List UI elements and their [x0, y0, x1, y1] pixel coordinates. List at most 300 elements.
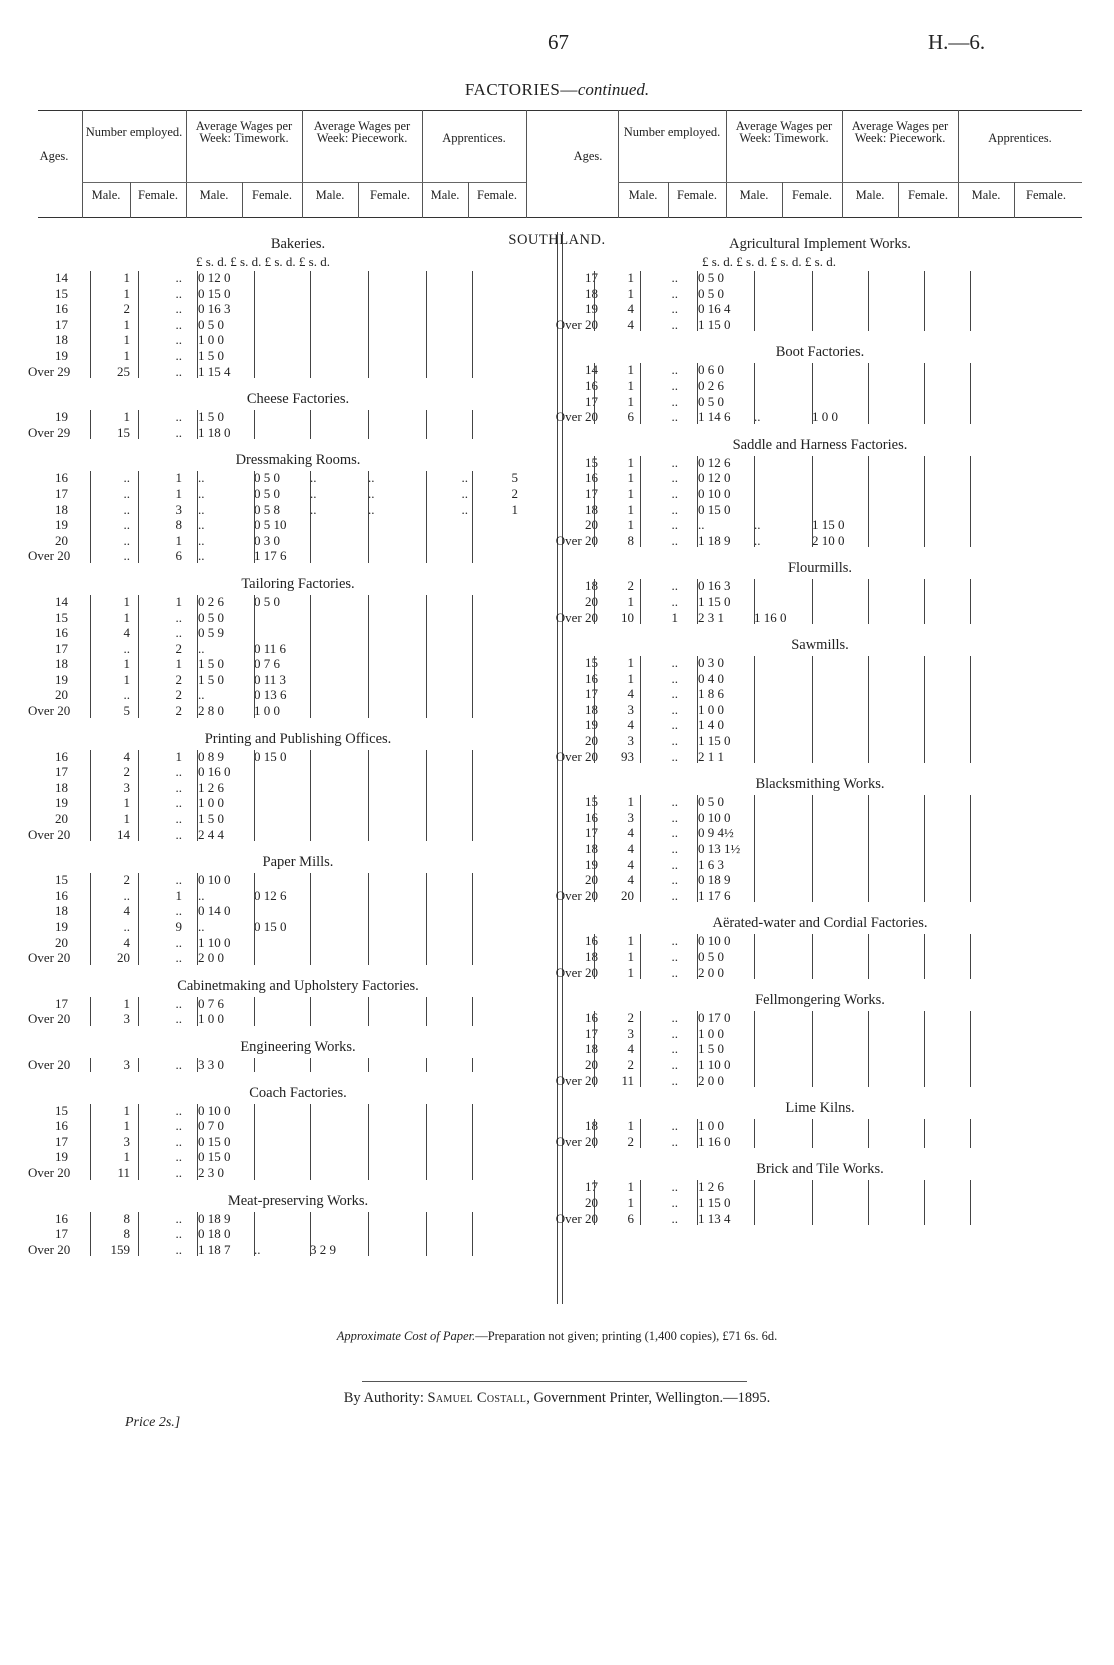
- female-count-cell: ..: [175, 347, 182, 363]
- female-count-cell: ..: [175, 285, 182, 301]
- female-count-cell: ..: [671, 1025, 678, 1041]
- table-row: [555, 609, 1082, 626]
- cost-label: Approximate Cost of Paper.: [336, 1329, 476, 1343]
- table-row: [28, 533, 568, 549]
- male-count-cell: 2: [123, 764, 130, 780]
- age-cell: 16: [585, 377, 598, 393]
- male-count-cell: 1: [123, 285, 130, 301]
- male-count-cell: ..: [123, 919, 130, 934]
- timework-female-cell: 0 5 8: [254, 501, 280, 517]
- female-count-cell: ..: [671, 517, 678, 533]
- male-count-cell: 20: [621, 887, 634, 903]
- column-rule: [368, 595, 369, 718]
- female-count-cell: ..: [175, 1226, 182, 1242]
- male-count-cell: 2: [123, 301, 130, 317]
- section-title: Coach Factories.: [249, 1084, 347, 1101]
- female-count-cell: ..: [671, 1056, 678, 1072]
- table-row: [28, 517, 568, 533]
- age-cell: 20: [55, 934, 68, 950]
- female-count-cell: ..: [175, 1210, 182, 1226]
- section-title: Boot Factories.: [775, 344, 865, 361]
- industry-section: [555, 1099, 1082, 1149]
- industry-section: [555, 914, 1082, 980]
- timework-male-cell: 2 4 4: [198, 826, 224, 842]
- table-row: [28, 780, 568, 796]
- male-count-cell: ..: [123, 687, 130, 703]
- column-rule: [697, 271, 698, 331]
- timework-male-cell: 2 1 1: [698, 748, 724, 764]
- column-rule: [310, 271, 311, 378]
- female-count-cell: ..: [175, 934, 182, 950]
- female-count-cell: ..: [175, 1149, 182, 1165]
- header-piecework: Average Wages per Week: Piecework.: [313, 119, 411, 145]
- timework-male-cell: 0 17 0: [698, 1010, 731, 1026]
- age-cell: 17: [55, 1133, 68, 1149]
- column-rule: [754, 656, 755, 763]
- male-count-cell: 4: [627, 872, 634, 888]
- female-count-cell: ..: [671, 301, 678, 317]
- timework-female-cell: 0 5 0: [254, 593, 280, 609]
- table-row: [558, 1118, 1082, 1134]
- age-cell: Over 29: [28, 363, 71, 379]
- female-count-cell: ..: [175, 609, 182, 625]
- header-female: Female.: [370, 188, 410, 202]
- column-rule: [812, 363, 813, 423]
- male-count-cell: 1: [627, 377, 634, 393]
- female-count-cell: ..: [175, 826, 182, 842]
- column-rule: [812, 1119, 813, 1148]
- header-number-employed: Number employed.: [623, 125, 721, 139]
- table-row: [28, 1242, 568, 1258]
- table-row: [558, 702, 1082, 718]
- table-row: [558, 841, 1082, 857]
- timework-male-cell: 0 7 6: [198, 995, 224, 1011]
- table-row: [555, 409, 1082, 425]
- male-count-cell: 4: [627, 301, 634, 317]
- column-rule: [254, 1104, 255, 1180]
- industry-section: [555, 235, 1082, 332]
- timework-male-cell: 0 9 4½: [698, 825, 734, 841]
- column-rule: [90, 595, 91, 718]
- male-count-cell: ..: [123, 517, 130, 533]
- male-count-cell: 4: [123, 625, 130, 641]
- column-rule: [697, 1180, 698, 1225]
- female-count-cell: ..: [671, 949, 678, 964]
- male-count-cell: 1: [627, 933, 634, 949]
- age-cell: Over 20: [555, 316, 598, 332]
- header-male: Male.: [739, 188, 769, 202]
- header-timework: Average Wages per Week: Timework.: [735, 119, 833, 145]
- female-count-cell: ..: [671, 701, 678, 717]
- column-rule: [254, 1058, 255, 1072]
- table-row: [28, 286, 568, 302]
- table-row: [28, 795, 568, 811]
- column-rule: [426, 410, 427, 439]
- table-row: [28, 888, 568, 904]
- column-rule: [197, 271, 198, 378]
- male-count-cell: ..: [123, 532, 130, 548]
- age-cell: 18: [585, 578, 598, 594]
- timework-male-cell: 1 5 0: [198, 347, 224, 363]
- section-title: Lime Kilns.: [785, 1100, 855, 1117]
- female-count-cell: 2: [175, 671, 182, 687]
- column-rule: [640, 934, 641, 979]
- male-count-cell: 15: [117, 424, 130, 440]
- table-row: [28, 502, 568, 518]
- piecework-female-cell: ..: [368, 485, 375, 501]
- age-cell: 15: [55, 872, 68, 888]
- timework-male-cell: 0 5 0: [698, 270, 724, 285]
- male-count-cell: 1: [627, 501, 634, 517]
- column-rule: [90, 997, 91, 1026]
- column-rule: [254, 471, 255, 563]
- column-rule: [90, 1212, 91, 1257]
- timework-male-cell: ..: [198, 640, 205, 656]
- age-cell: 19: [55, 409, 68, 425]
- male-count-cell: 3: [627, 701, 634, 717]
- column-rule: [310, 595, 311, 718]
- age-cell: 20: [55, 687, 68, 703]
- male-count-cell: 1: [123, 656, 130, 672]
- column-rule: [868, 579, 869, 624]
- age-cell: Over 20: [28, 703, 71, 719]
- table-row: [28, 548, 568, 564]
- header-female: Female.: [677, 188, 717, 202]
- male-count-cell: 4: [123, 903, 130, 919]
- female-count-cell: ..: [175, 764, 182, 780]
- age-cell: 20: [585, 593, 598, 609]
- age-cell: 18: [585, 285, 598, 301]
- industry-section: [28, 1038, 568, 1073]
- column-rule: [254, 750, 255, 842]
- authority-suffix: , Government Printer, Wellington.—1895.: [526, 1390, 771, 1406]
- timework-male-cell: 1 10 0: [698, 1056, 731, 1072]
- column-rule: [310, 1212, 311, 1257]
- age-cell: 15: [55, 1102, 68, 1118]
- apprentice-male-cell: ..: [461, 470, 468, 486]
- timework-male-cell: 0 12 0: [198, 270, 231, 285]
- column-rule: [970, 271, 971, 331]
- male-count-cell: 4: [627, 316, 634, 332]
- timework-female-cell: 1 17 6: [254, 548, 287, 564]
- age-cell: 14: [55, 593, 68, 609]
- timework-male-cell: 0 18 0: [198, 1226, 231, 1242]
- column-rule: [640, 1180, 641, 1225]
- male-count-cell: 3: [123, 779, 130, 795]
- column-rule: [310, 1058, 311, 1072]
- male-count-cell: 1: [123, 409, 130, 425]
- timework-male-cell: 0 16 3: [198, 301, 231, 317]
- header-apprentices: Apprentices.: [988, 131, 1052, 145]
- timework-male-cell: ..: [198, 501, 205, 517]
- column-rule: [594, 1119, 595, 1148]
- column-rule: [754, 579, 755, 624]
- column-rule: [254, 1212, 255, 1257]
- age-cell: 19: [585, 856, 598, 872]
- female-count-cell: ..: [671, 1072, 678, 1088]
- table-row: [555, 316, 1082, 333]
- column-rule: [254, 873, 255, 965]
- age-cell: 17: [55, 485, 68, 501]
- timework-male-cell: ..: [198, 532, 205, 548]
- column-rule: [970, 795, 971, 902]
- column-rule: [868, 363, 869, 423]
- column-rule: [594, 934, 595, 979]
- section-title: Meat-preserving Works.: [227, 1192, 369, 1209]
- female-count-cell: ..: [671, 809, 678, 825]
- column-rule: [970, 934, 971, 979]
- timework-male-cell: 0 4 0: [698, 670, 724, 686]
- table-row: [558, 1010, 1082, 1026]
- table-row: [28, 641, 568, 657]
- section-title: Cabinetmaking and Upholstery Factories.: [177, 977, 419, 994]
- female-count-cell: ..: [671, 501, 678, 517]
- male-count-cell: 3: [627, 809, 634, 825]
- male-count-cell: 1: [627, 285, 634, 301]
- timework-male-cell: 1 0 0: [198, 1011, 224, 1027]
- male-count-cell: 6: [627, 409, 634, 425]
- column-rule: [426, 1212, 427, 1257]
- female-count-cell: 1: [175, 485, 182, 501]
- column-rule: [90, 873, 91, 965]
- age-cell: 17: [55, 316, 68, 332]
- timework-male-cell: 1 5 0: [698, 1041, 724, 1057]
- female-count-cell: ..: [671, 872, 678, 888]
- female-count-cell: ..: [175, 1133, 182, 1149]
- age-cell: 17: [585, 393, 598, 409]
- age-cell: Over 20: [555, 409, 598, 425]
- male-count-cell: 1: [123, 609, 130, 625]
- piecework-male-cell: 2 10 0: [812, 532, 845, 548]
- section-title: Saddle and Harness Factories.: [732, 436, 908, 453]
- male-count-cell: 2: [627, 578, 634, 594]
- table-row: [558, 270, 1082, 286]
- age-cell: 20: [55, 532, 68, 548]
- column-rule: [426, 1058, 427, 1072]
- column-rule: [697, 579, 698, 624]
- male-count-cell: 8: [123, 1226, 130, 1242]
- table-row: [28, 486, 568, 502]
- age-cell: 16: [55, 1210, 68, 1226]
- male-count-cell: 1: [123, 1149, 130, 1165]
- timework-male-cell: 1 6 3: [698, 856, 724, 872]
- female-count-cell: ..: [671, 377, 678, 393]
- column-rule: [812, 656, 813, 763]
- column-rule: [594, 656, 595, 763]
- timework-male-cell: 1 10 0: [198, 934, 231, 950]
- column-rule: [697, 795, 698, 902]
- timework-male-cell: ..: [198, 470, 205, 486]
- column-rule: [868, 656, 869, 763]
- male-count-cell: 11: [117, 1164, 130, 1180]
- table-row: [555, 887, 1082, 904]
- timework-male-cell: 0 18 9: [698, 872, 731, 888]
- column-rule: [90, 1104, 91, 1180]
- apprentice-male-cell: ..: [461, 501, 468, 517]
- industry-section: [555, 775, 1082, 903]
- column-rule: [640, 456, 641, 548]
- male-count-cell: 1: [123, 332, 130, 348]
- document-reference: H.—6.: [928, 30, 986, 54]
- male-count-cell: 25: [117, 363, 130, 379]
- table-row: [558, 733, 1082, 749]
- male-count-cell: 1: [627, 362, 634, 378]
- section-title: Aërated-water and Cordial Factories.: [712, 915, 928, 932]
- industry-section: [28, 235, 568, 379]
- female-count-cell: ..: [175, 1164, 182, 1180]
- table-row: [558, 671, 1082, 687]
- age-cell: 16: [585, 470, 598, 486]
- table-row: [558, 794, 1082, 810]
- column-rule: [472, 595, 473, 718]
- timework-male-cell: 0 13 1½: [698, 841, 741, 857]
- age-cell: 19: [55, 517, 68, 533]
- section-title: Dressmaking Rooms.: [235, 452, 361, 469]
- age-cell: 17: [585, 1025, 598, 1041]
- timework-male-cell: 1 2 6: [698, 1179, 724, 1195]
- table-row: [28, 317, 568, 333]
- column-rule: [368, 471, 369, 563]
- age-cell: Over 20: [28, 1241, 71, 1257]
- age-cell: 19: [55, 795, 68, 811]
- industry-section: [28, 451, 568, 564]
- female-count-cell: ..: [671, 393, 678, 409]
- timework-male-cell: 0 5 0: [698, 285, 724, 301]
- table-row: [28, 270, 568, 286]
- timework-female-cell: 0 7 6: [254, 656, 280, 672]
- male-count-cell: 1: [123, 270, 130, 285]
- cost-text: —Preparation not given; printing (1,400 copies), £71 6s. 6d.: [475, 1329, 778, 1343]
- column-header-right: [558, 110, 1082, 218]
- timework-female-cell: 1 0 0: [254, 703, 280, 719]
- timework-male-cell: 1 15 0: [698, 733, 731, 749]
- piecework-male-cell: ..: [310, 485, 317, 501]
- section-title: Blacksmithing Works.: [755, 776, 885, 793]
- timework-female-cell: 0 3 0: [254, 532, 280, 548]
- timework-female-cell: ..: [754, 409, 761, 425]
- male-count-cell: 1: [627, 655, 634, 671]
- female-count-cell: ..: [671, 285, 678, 301]
- timework-male-cell: ..: [198, 887, 205, 903]
- male-count-cell: 10: [621, 609, 634, 625]
- age-cell: 18: [55, 501, 68, 517]
- age-cell: Over 20: [555, 964, 598, 980]
- female-count-cell: ..: [175, 1056, 182, 1072]
- male-count-cell: 2: [123, 872, 130, 888]
- industry-section: [555, 636, 1082, 764]
- timework-male-cell: 1 18 0: [198, 424, 231, 440]
- table-row: [558, 825, 1082, 841]
- column-rule: [472, 1058, 473, 1072]
- column-rule: [310, 750, 311, 842]
- male-count-cell: 3: [123, 1133, 130, 1149]
- male-count-cell: 11: [621, 1072, 634, 1088]
- region-heading: SOUTHLAND.: [508, 232, 606, 248]
- table-row: [558, 301, 1082, 317]
- timework-female-cell: 0 11 3: [254, 671, 287, 687]
- male-count-cell: 2: [627, 1010, 634, 1026]
- column-rule: [368, 1058, 369, 1072]
- header-apprentices: Apprentices.: [442, 131, 506, 145]
- column-rule: [426, 997, 427, 1026]
- age-cell: Over 20: [555, 532, 598, 548]
- age-cell: Over 20: [28, 950, 71, 966]
- male-count-cell: 4: [627, 717, 634, 733]
- timework-male-cell: 0 15 0: [198, 1149, 231, 1165]
- column-rule: [970, 1119, 971, 1148]
- male-count-cell: 4: [123, 934, 130, 950]
- table-row: [558, 470, 1082, 486]
- female-count-cell: ..: [671, 593, 678, 609]
- timework-female-cell: ..: [754, 532, 761, 548]
- female-count-cell: ..: [671, 1010, 678, 1026]
- male-count-cell: ..: [123, 470, 130, 486]
- female-count-cell: 8: [175, 517, 182, 533]
- male-count-cell: 2: [627, 1056, 634, 1072]
- timework-male-cell: 1 18 9: [698, 532, 731, 548]
- age-cell: 17: [55, 640, 68, 656]
- female-count-cell: ..: [671, 670, 678, 686]
- column-rule: [868, 1119, 869, 1148]
- column-rule: [868, 934, 869, 979]
- male-count-cell: 1: [627, 470, 634, 486]
- table-row: [28, 872, 568, 888]
- column-rule: [197, 1104, 198, 1180]
- section-title: Printing and Publishing Offices.: [204, 730, 392, 747]
- female-count-cell: 1: [175, 593, 182, 609]
- footer-rule: [362, 1381, 747, 1382]
- section-title: Flourmills.: [787, 560, 853, 577]
- section-title: Tailoring Factories.: [241, 575, 355, 592]
- timework-male-cell: 1 5 0: [198, 656, 224, 672]
- timework-male-cell: ..: [198, 919, 205, 934]
- age-cell: Over 20: [555, 609, 598, 625]
- column-rule: [368, 1212, 369, 1257]
- table-row: [28, 1226, 568, 1242]
- male-count-cell: 3: [627, 1025, 634, 1041]
- industry-section: [28, 390, 568, 440]
- column-rule: [754, 1119, 755, 1148]
- age-cell: 17: [585, 1179, 598, 1195]
- timework-male-cell: 0 10 0: [198, 1102, 231, 1118]
- age-cell: 15: [55, 609, 68, 625]
- header-female: Female.: [252, 188, 292, 202]
- header-ages: Ages.: [39, 149, 69, 163]
- column-rule: [138, 471, 139, 563]
- female-count-cell: ..: [671, 532, 678, 548]
- header-female: Female.: [792, 188, 832, 202]
- timework-male-cell: 1 0 0: [698, 1118, 724, 1134]
- column-rule: [868, 795, 869, 902]
- column-rule: [924, 1180, 925, 1225]
- column-rule: [970, 1011, 971, 1087]
- female-count-cell: ..: [671, 1118, 678, 1134]
- column-rule: [594, 1180, 595, 1225]
- male-count-cell: 1: [123, 347, 130, 363]
- female-count-cell: ..: [671, 1179, 678, 1195]
- male-count-cell: 1: [627, 485, 634, 501]
- table-row: [558, 502, 1082, 518]
- table-row: [558, 362, 1082, 378]
- title-continued: continued.: [577, 80, 650, 99]
- column-rule: [90, 1058, 91, 1072]
- column-rule: [368, 750, 369, 842]
- apprentice-female-cell: 2: [511, 485, 518, 501]
- piecework-female-cell: ..: [368, 470, 375, 486]
- column-rule: [924, 795, 925, 902]
- table-row: [558, 933, 1082, 949]
- table-row: [28, 1057, 568, 1073]
